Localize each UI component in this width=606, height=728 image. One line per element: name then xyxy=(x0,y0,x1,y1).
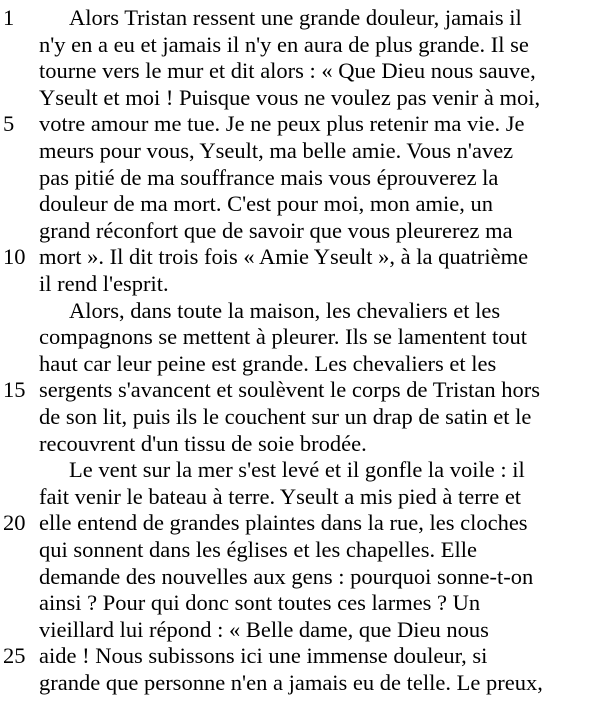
text-line xyxy=(0,58,606,84)
text-line xyxy=(0,165,606,191)
text-line xyxy=(0,32,606,58)
line-text: elle entend de grandes plaintes dans la rue, les cloches xyxy=(39,510,528,536)
line-number: 5 xyxy=(3,111,15,137)
text-line xyxy=(0,138,606,164)
line-text: qui sonnent dans les églises et les chapelles. Elle xyxy=(39,537,478,562)
line-number: 25 xyxy=(3,643,26,669)
text-line xyxy=(0,564,606,590)
line-text: ainsi ? Pour qui donc sont toutes ces larmes ? Un xyxy=(39,590,481,616)
line-text: mort ». Il dit trois fois « Amie Yseult », à la quatrième xyxy=(39,244,529,270)
text-line xyxy=(0,484,606,510)
line-text: Le vent sur la mer s'est levé et il gonfle la voile : il xyxy=(69,457,525,483)
text-line xyxy=(0,670,606,696)
text-line xyxy=(0,298,606,324)
line-number: 20 xyxy=(3,510,26,536)
line-number: 15 xyxy=(3,377,26,403)
text-line xyxy=(0,617,606,643)
line-text: tourne vers le mur et dit alors : « Que Dieu nous sauve, xyxy=(39,58,536,84)
text-line xyxy=(0,457,606,483)
line-text: Yseult et moi ! Puisque vous ne voulez pas venir à moi, xyxy=(39,84,541,110)
line-text: il rend l'esprit. xyxy=(39,271,169,296)
line-text: recouvrent d'un tissu de soie brodée. xyxy=(39,430,367,456)
text-line xyxy=(0,643,606,669)
line-text: compagnons se mettent à pleurer. Ils se lamentent tout xyxy=(39,324,527,350)
line-number: 10 xyxy=(3,244,26,270)
line-text: aide ! Nous subissons ici une immense douleur, si xyxy=(39,643,488,669)
line-number: 1 xyxy=(3,5,15,30)
line-text: demande des nouvelles aux gens : pourquoi sonne-t-on xyxy=(39,563,534,589)
text-line xyxy=(0,351,606,377)
text-line xyxy=(0,271,606,297)
line-text: grand réconfort que de savoir que vous pleurerez ma xyxy=(39,217,513,243)
line-text: votre amour me tue. Je ne peux plus retenir ma vie. Je xyxy=(39,111,525,137)
text-line xyxy=(0,5,606,31)
text-line xyxy=(0,590,606,616)
text-line xyxy=(0,404,606,430)
text-line xyxy=(0,510,606,536)
text-line xyxy=(0,431,606,457)
line-text: Alors, dans toute la maison, les chevaliers et les xyxy=(69,297,501,323)
line-text: Alors Tristan ressent une grande douleur, jamais il xyxy=(69,5,522,30)
line-text: grande que personne n'en a jamais eu de telle. Le preux, xyxy=(39,670,543,695)
line-text: n'y en a eu et jamais il n'y en aura de plus grande. Il se xyxy=(39,31,529,57)
line-text: de son lit, puis ils le couchent sur un drap de satin et le xyxy=(39,404,532,429)
line-text: douleur de ma mort. C'est pour moi, mon amie, un xyxy=(39,191,493,217)
line-text: haut car leur peine est grande. Les chevaliers et les xyxy=(39,350,497,376)
text-line xyxy=(0,218,606,244)
line-text: fait venir le bateau à terre. Yseult a mis pied à terre et xyxy=(39,483,522,509)
text-line xyxy=(0,244,606,270)
line-text: sergents s'avancent et soulèvent le corps de Tristan hors xyxy=(39,377,541,403)
line-text: vieillard lui répond : « Belle dame, que Dieu nous xyxy=(39,616,489,642)
line-text: pas pitié de ma souffrance mais vous éprouverez la xyxy=(39,164,499,190)
text-line xyxy=(0,191,606,217)
text-line xyxy=(0,377,606,403)
text-line xyxy=(0,111,606,137)
text-line xyxy=(0,324,606,350)
line-text: meurs pour vous, Yseult, ma belle amie. Vous n'avez xyxy=(39,138,514,163)
text-line xyxy=(0,537,606,563)
text-line xyxy=(0,85,606,111)
